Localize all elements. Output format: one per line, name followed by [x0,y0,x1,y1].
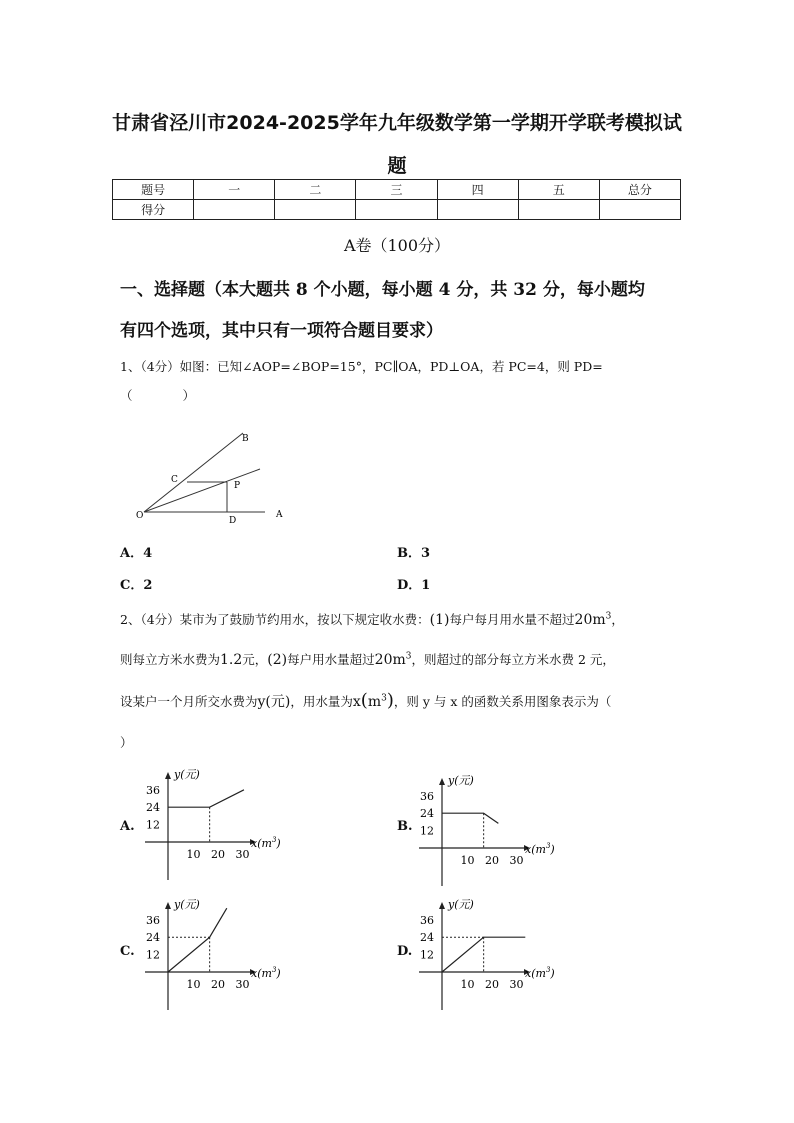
y-axis-arrow-icon [439,902,445,909]
q2-item-marker: (1) [429,612,450,628]
x-tick-label: 30 [509,978,524,991]
q2-exponent: 3 [405,651,412,662]
label-b: B [242,434,249,444]
q2-text: ，则 y 与 x 的函数关系用图象表示为（ [393,694,612,709]
x-tick-label: 30 [509,854,524,867]
ray-ob [144,433,243,512]
score-header-cell: 五 [518,180,599,200]
option-value: 2 [143,578,153,593]
document-title-line2: 题 [387,155,407,177]
document-title-line1: 甘肃省泾川市2024-2025学年九年级数学第一学期开学联考模拟试 [112,112,682,134]
q2-quantity-text: x [352,694,361,710]
score-header-cell: 三 [356,180,437,200]
x-axis-label: $x(m^3)$ [525,842,555,856]
option-label: B． [397,546,421,561]
score-table-header-row [113,180,681,200]
q2-option-c-label[interactable]: C. [120,944,135,959]
option-value: 3 [421,546,431,561]
q2-option-b-label[interactable]: B. [397,819,413,834]
graph-b [414,772,564,892]
q1-option-b[interactable] [397,542,430,561]
graph-c [140,896,290,1016]
y-tick-label: 36 [420,789,434,803]
q2-text: ， [611,612,624,627]
q2-text: ，则超过的部分每立方米水费 2 元， [411,652,615,667]
y-tick-label: 24 [420,807,434,821]
score-header-cell: 四 [437,180,518,200]
label-a: A [276,510,283,520]
x-tick-label: 10 [186,848,201,861]
q2-quantity: 1.2 [220,652,243,668]
x-axis-label: $x(m^3)$ [251,836,281,850]
q2-line3 [120,690,611,711]
score-header-cell: 一 [194,180,275,200]
x-tick-label: 20 [485,978,499,991]
q2-option-a-label[interactable]: A. [120,819,135,834]
label-c: C [171,475,178,485]
q2-text: 设某户一个月所交水费为 [120,694,258,709]
score-cell [599,200,680,220]
x-tick-label: 30 [235,978,250,991]
y-tick-label: 12 [420,824,434,838]
q1-option-a[interactable] [120,542,152,561]
section-heading-line2: 有四个选项，其中只有一项符合题目要求） [120,321,443,341]
x-axis-label: $x(m^3)$ [251,966,281,980]
x-tick-label: 30 [235,848,250,861]
x-axis-label: $x(m^3)$ [525,966,555,980]
option-label: D． [397,578,422,593]
x-tick-label: 20 [211,978,225,991]
y-axis-arrow-icon [439,778,445,785]
q2-exponent: 3 [381,693,387,704]
q2-item-marker: (2) [267,652,288,668]
q2-text: 每户每月用水量不超过 [449,612,575,627]
score-header-cell: 总分 [599,180,680,200]
function-line [168,908,227,972]
option-value: 4 [143,546,153,561]
section-heading-line1: 一、选择题（本大题共 8 个小题，每小题 4 分，共 32 分，每小题均 [120,280,645,300]
score-cell [356,200,437,220]
y-axis-label: y(元) [448,898,474,911]
y-tick-label: 24 [420,931,434,945]
y-tick-label: 12 [420,948,434,962]
q2-quantity [375,652,412,668]
paper-part-label: A卷（100分） [343,236,451,255]
y-axis-arrow-icon [165,902,171,909]
q1-option-c[interactable] [120,574,152,593]
graph-d [414,896,564,1016]
q1-answer-blank: （ ） [120,388,196,403]
y-axis-label: y(元) [174,898,200,911]
score-header-cell: 题号 [113,180,194,200]
label-d: D [229,516,237,526]
graph-a [140,766,290,886]
score-table [112,179,681,220]
function-line [442,813,498,823]
y-tick-label: 36 [146,783,160,797]
ray-op [144,469,260,512]
q2-line2 [120,650,615,668]
score-cell [275,200,356,220]
y-tick-label: 24 [146,801,160,815]
y-tick-label: 36 [420,913,434,927]
y-tick-label: 12 [146,818,160,832]
q2-quantity-text: 20m [374,652,406,668]
x-tick-label: 10 [460,978,475,991]
option-value: 1 [421,578,431,593]
q1-angle-figure [130,420,300,530]
q2-quantity: y(元) [257,694,291,710]
q2-option-d-label[interactable]: D. [397,944,413,959]
x-tick-label: 20 [485,854,499,867]
q2-quantity [575,612,612,628]
q2-text: ，用水量为 [290,694,353,709]
q2-text: 元， [242,652,268,667]
q1-option-d[interactable] [397,574,430,593]
label-p: P [234,481,241,491]
q2-line1 [120,610,624,628]
y-tick-label: 12 [146,948,160,962]
x-tick-label: 10 [186,978,201,991]
q2-text: 每户用水量超过 [287,652,375,667]
y-axis-arrow-icon [165,772,171,779]
q2-line4: ） [120,735,133,750]
score-row-label: 得分 [113,200,194,220]
score-cell [437,200,518,220]
score-table-score-row [113,200,681,220]
option-label: C． [120,578,144,593]
y-axis-label: y(元) [448,774,474,787]
score-header-cell: 二 [275,180,356,200]
label-o: O [136,511,144,521]
q2-text: 2、（4分）某市为了鼓励节约用水，按以下规定收水费： [120,612,430,627]
function-line [168,790,244,807]
q2-quantity-text: m [367,694,382,710]
q2-quantity-text: 20m [574,612,606,628]
q1-stem: 1、（4分）如图：已知∠AOP=∠BOP=15°，PC∥OA，PD⊥OA，若 PC=4，则 PD= [120,359,603,374]
q2-exponent: 3 [605,611,612,622]
y-axis-label: y(元) [174,768,200,781]
y-tick-label: 36 [146,913,160,927]
q2-text: 则每立方米水费为 [120,652,221,667]
score-cell [194,200,275,220]
x-tick-label: 20 [211,848,225,861]
x-tick-label: 10 [460,854,475,867]
y-tick-label: 24 [146,931,160,945]
score-cell [518,200,599,220]
q2-quantity: $x(m^3)$ [352,690,394,711]
option-label: A． [120,546,144,561]
